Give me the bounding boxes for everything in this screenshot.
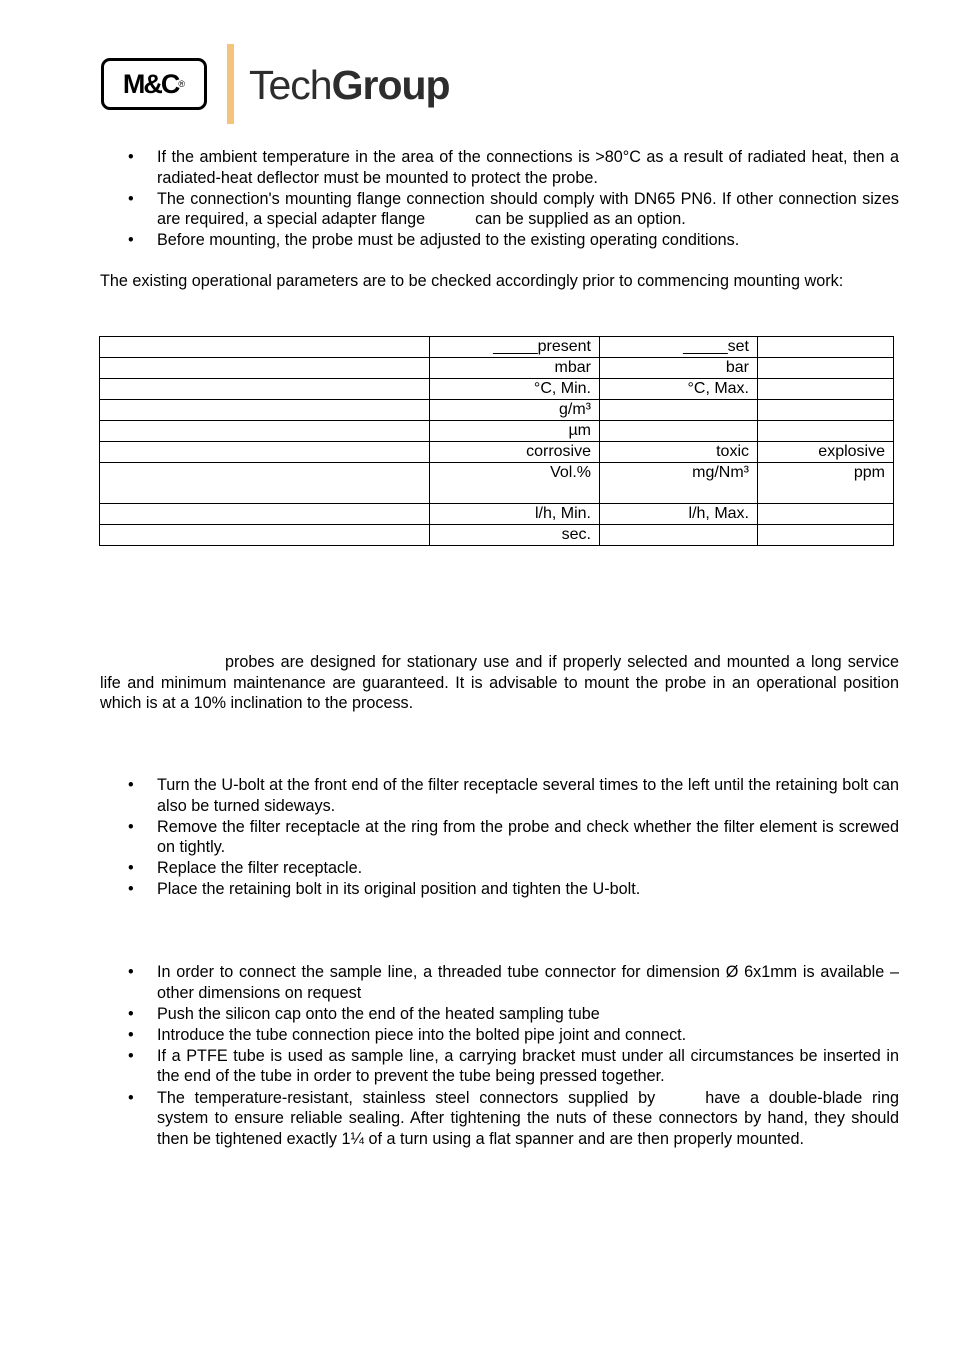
wordmark-group: Group	[331, 62, 450, 108]
table-cell	[100, 421, 430, 442]
list-item-text: The temperature-resistant, stainless steel connectors supplied by	[157, 1088, 656, 1107]
list-item: • Place the retaining bolt in its original position and tighten the U-bolt.	[100, 879, 899, 900]
probes-paragraph	[100, 652, 899, 714]
table-row	[100, 358, 894, 379]
list-item: • In order to connect the sample line, a threaded tube connector for dimension Ø 6x1mm is available – other dimensions on request	[100, 962, 899, 1003]
table-row	[100, 442, 894, 463]
table-cell	[758, 337, 894, 358]
table-cell	[758, 400, 894, 421]
list-item: • Turn the U-bolt at the front end of the filter receptacle several times to the left until the retaining bolt can also be turned sideways.	[100, 775, 899, 816]
table-cell	[100, 379, 430, 400]
wordmark-tech: Tech	[249, 62, 332, 108]
table-cell: corrosive	[430, 442, 600, 463]
table-cell	[758, 379, 894, 400]
table-cell	[100, 442, 430, 463]
list-item: • If a PTFE tube is used as sample line, a carrying bracket must under all circumstances be inserted in the end of the tube in order to prevent the tube being pressed together.	[100, 1046, 899, 1087]
table-cell	[100, 358, 430, 379]
table-cell: °C, Max.	[600, 379, 758, 400]
table-cell: mbar	[430, 358, 600, 379]
sample-line-connection-list	[100, 962, 899, 1150]
table-cell: l/h, Max.	[600, 504, 758, 525]
probes-paragraph-text: probes are designed for stationary use and if properly selected and mounted a long service life and minimum maintenance are guaranteed. It is advisable to mount the probe in an operational position which is at a 10% inclination to the process.	[100, 653, 899, 713]
mc-logo-text: M&C	[122, 68, 179, 99]
table-cell	[100, 504, 430, 525]
table-cell: µm	[430, 421, 600, 442]
list-item-text: can be supplied as an option.	[475, 210, 686, 229]
list-item-text: have a double-blade ring system to ensure reliable sealing. After tightening the nuts of these connectors by hand, they should then be tightened exactly 1¼ of a turn using a flat spanner and are then properly mounted.	[157, 1088, 899, 1148]
table-cell: _____set	[600, 337, 758, 358]
list-item: • Introduce the tube connection piece into the bolted pipe joint and connect.	[100, 1025, 899, 1046]
techgroup-wordmark	[249, 62, 450, 109]
list-item-text: The connection's mounting flange connection should comply with DN65 PN6. If other connection sizes are required, a special adapter flange	[157, 189, 899, 229]
table-cell: toxic	[600, 442, 758, 463]
logo-divider	[227, 44, 234, 124]
table-cell: Vol.%	[430, 463, 600, 504]
table-cell	[758, 421, 894, 442]
registered-mark: ®	[178, 79, 186, 89]
table-cell: g/m³	[430, 400, 600, 421]
table-cell: mg/Nm³	[600, 463, 758, 504]
table-row	[100, 504, 894, 525]
intro-paragraph: The existing operational parameters are to be checked accordingly prior to commencing mounting work:	[100, 272, 844, 290]
table-row	[100, 400, 894, 421]
list-item: • Before mounting, the probe must be adjusted to the existing operating conditions.	[100, 230, 899, 251]
table-row	[100, 379, 894, 400]
table-cell	[600, 525, 758, 546]
mounting-conditions-list	[100, 147, 899, 251]
table-cell	[100, 400, 430, 421]
list-item: • Remove the filter receptacle at the ring from the probe and check whether the filter element is screwed on tightly.	[100, 817, 899, 858]
table-row	[100, 463, 894, 504]
table-cell	[100, 463, 430, 504]
mc-logo-mark	[101, 58, 207, 110]
table-cell	[600, 400, 758, 421]
table-row	[100, 421, 894, 442]
list-item	[100, 189, 899, 230]
table-cell: l/h, Min.	[430, 504, 600, 525]
list-item: • Push the silicon cap onto the end of the heated sampling tube	[100, 1004, 899, 1025]
table-cell: _____present	[430, 337, 600, 358]
table-cell: °C, Min.	[430, 379, 600, 400]
table-row	[100, 337, 894, 358]
filter-check-list	[100, 775, 899, 901]
table-cell	[758, 525, 894, 546]
table-cell: explosive	[758, 442, 894, 463]
list-item: • Replace the filter receptacle.	[100, 858, 899, 879]
table-cell	[600, 421, 758, 442]
table-row	[100, 525, 894, 546]
table-cell	[758, 504, 894, 525]
list-item: • If the ambient temperature in the area of the connections is >80°C as a result of radiated heat, then a radiated-heat deflector must be mounted to protect the probe.	[100, 147, 899, 188]
operational-parameters-table	[99, 336, 894, 546]
list-item	[100, 1088, 899, 1150]
table-cell: bar	[600, 358, 758, 379]
table-cell: ppm	[758, 463, 894, 504]
table-cell	[758, 358, 894, 379]
table-cell	[100, 525, 430, 546]
table-cell	[100, 337, 430, 358]
table-cell: sec.	[430, 525, 600, 546]
